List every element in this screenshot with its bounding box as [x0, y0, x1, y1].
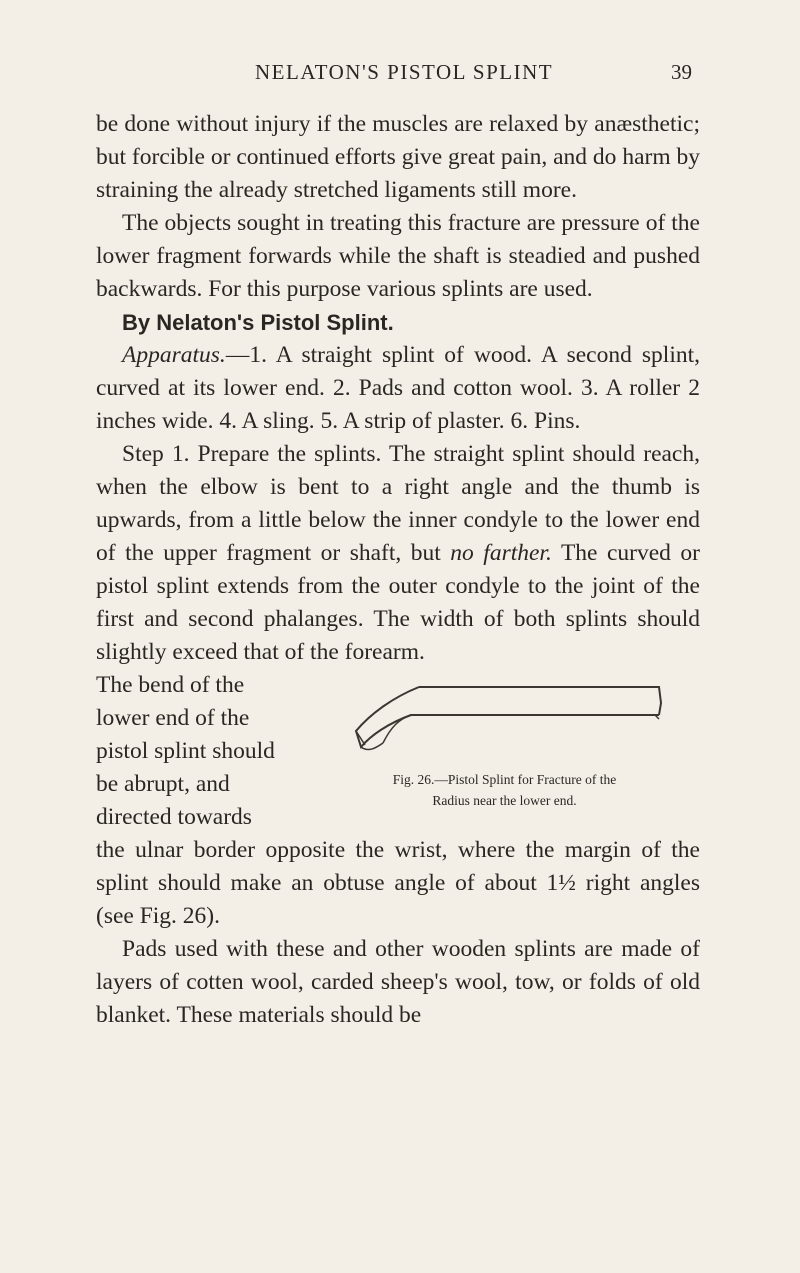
apparatus-text: —1. A straight splint of wood. A second splint, curved at its lower end. 2. Pads and cotton wool. 3. A roller 2 inches wide. 4. A sling. 5. A strip of plaster. 6. Pins. [96, 342, 700, 434]
step1-text-b: The curved or pistol splint extends from the outer condyle to the joint of the first and second phalanges. The width of both splints should slightly exceed that of the forearm. [96, 540, 700, 665]
apparatus-label: Apparatus. [122, 342, 226, 368]
figure-caption-line2: Radius near the lower end. [432, 793, 577, 808]
paragraph-continue: the ulnar border opposite the wrist, where the margin of the splint should make an obtuse angle of about 1½ right angles (see Fig. 26). [96, 837, 700, 929]
wrap-text: The bend of the lower end of the pistol splint should be abrupt, and directed towards [96, 672, 275, 830]
section-heading: By Nelaton's Pistol Splint. [122, 310, 394, 335]
figure-wrap-block [96, 669, 700, 834]
pistol-splint-illustration [299, 675, 699, 765]
paragraph-pads: Pads used with these and other wooden splints are made of layers of cotten wool, carded sheep's wool, tow, or folds of old blanket. These materials should be [96, 936, 700, 1028]
page-number: 39 [671, 60, 692, 84]
figure-26 [299, 675, 699, 833]
paragraph-step1 [96, 438, 700, 669]
page-body [96, 108, 700, 1032]
running-title: NELATON'S PISTOL SPLINT [255, 60, 554, 84]
page-header [0, 60, 800, 90]
paragraph-intro: be done without injury if the muscles are relaxed by anæsthetic; but forcible or continued efforts give great pain, and do harm by straining the already stretched ligaments still more. [96, 111, 700, 203]
figure-caption [307, 769, 702, 811]
step1-text-a: Step 1. Prepare the splints. The straight splint should reach, when the elbow is bent to a right angle and the thumb is upwards, from a little below the inner condyle to the lower end of the upper fragment or shaft, but [96, 441, 700, 566]
step1-emphasis: no farther. [450, 540, 552, 566]
figure-caption-line1: Fig. 26.—Pistol Splint for Fracture of the [392, 772, 617, 787]
paragraph-apparatus [96, 339, 700, 438]
paragraph-objects: The objects sought in treating this fracture are pressure of the lower fragment forwards while the shaft is steadied and pushed backwards. For this purpose various splints are used. [96, 210, 700, 302]
